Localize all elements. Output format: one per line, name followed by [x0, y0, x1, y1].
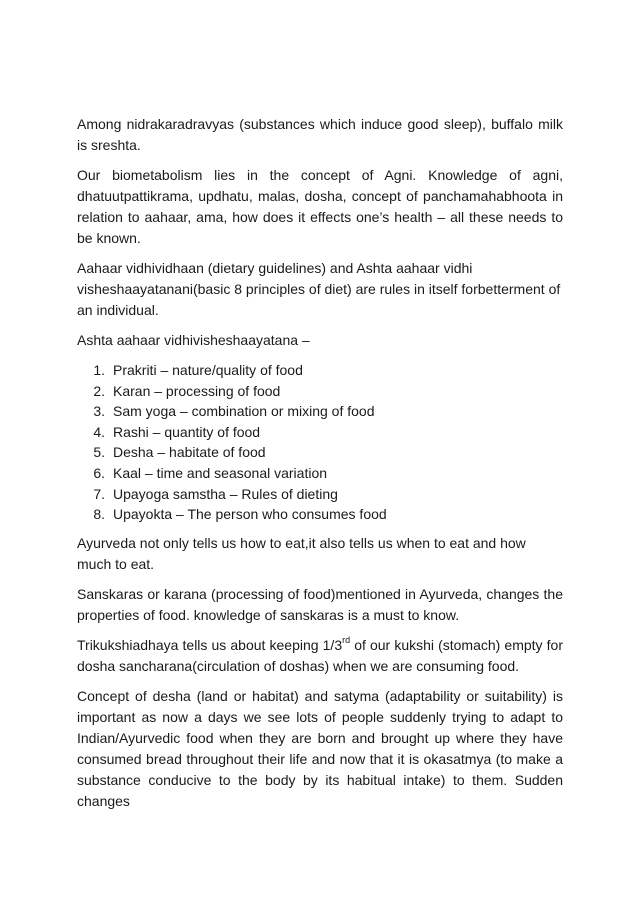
list-item — [77, 360, 563, 381]
list-item — [77, 463, 563, 484]
list-item-number: 7. — [93, 485, 105, 502]
list-item-text: Karan – processing of food — [113, 382, 281, 399]
list-item-text: Rashi – quantity of food — [113, 423, 261, 440]
paragraph-desha-satyma: Concept of desha (land or habitat) and satyma (adaptability or suitability) is important as now a days we see lots of people suddenly trying to adapt to Indian/Ayurvedic food when they are born and brought up where they have consumed bread throughout their life and now that it is okasatmya (to make a substance conducive to the body by its habitual intake) to them. Sudden changes — [77, 687, 563, 809]
list-item — [77, 504, 563, 525]
paragraph-biometabolism: Our biometabolism lies in the concept of Agni. Knowledge of agni, dhatuutpattikrama, updhatu, malas, dosha, concept of panchamahabhoota in relation to aahaar, ama, how does it effects one’s health – all these needs to be known. — [77, 167, 563, 246]
trikukshi-text-start: Trikukshiadhaya tells us about keeping 1/3 — [77, 636, 343, 653]
list-item-number: 1. — [93, 362, 105, 378]
paragraph-nidrakaradravyas: Among nidrakaradravyas (substances which induce good sleep), buffalo milk is sreshta. — [77, 116, 563, 153]
list-item-text: Sam yoga – combination or mixing of food — [113, 403, 375, 420]
paragraph-trikukshiadhaya — [77, 635, 563, 677]
list-item-text: Prakriti – nature/quality of food — [113, 362, 303, 378]
list-item-number: 5. — [93, 444, 105, 461]
list-item-text: Upayoga samstha – Rules of dieting — [113, 485, 338, 502]
list-item-number: 2. — [93, 382, 105, 399]
paragraph-ayurveda-eating: Ayurveda not only tells us how to eat,it also tells us when to eat and how much to eat. — [77, 534, 526, 572]
list-item — [77, 442, 563, 463]
list-item-number: 3. — [93, 403, 105, 420]
trikukshi-text-end: of our kukshi (stomach) empty for dosha sancharana(circulation of doshas) when we are consuming food. — [77, 636, 563, 674]
list-item-number: 4. — [93, 423, 105, 440]
paragraph-sanskaras: Sanskaras or karana (processing of food)mentioned in Ayurveda, changes the properties of food. knowledge of sanskaras is a must to know. — [77, 585, 563, 623]
list-item — [77, 422, 563, 443]
list-item — [77, 381, 563, 402]
list-item — [77, 484, 563, 505]
list-item-number: 6. — [93, 464, 105, 481]
paragraph-aahaar-vidhividhaan: Aahaar vidhividhaan (dietary guidelines) and Ashta aahaar vidhi visheshaayatanani(basic 8 principles of diet) are rules in itself forbetterment of an individual. — [77, 260, 561, 318]
list-item-text: Upayokta – The person who consumes food — [113, 506, 387, 523]
list-item-text: Desha – habitate of food — [113, 444, 266, 461]
list-item-number: 8. — [93, 506, 105, 523]
list-item — [77, 401, 563, 422]
document-page — [77, 114, 563, 821]
principles-list — [77, 360, 563, 525]
paragraph-list-heading: Ashta aahaar vidhivisheshaayatana – — [77, 332, 310, 348]
ordinal-superscript: rd — [342, 635, 351, 646]
list-item-text: Kaal – time and seasonal variation — [113, 464, 328, 481]
